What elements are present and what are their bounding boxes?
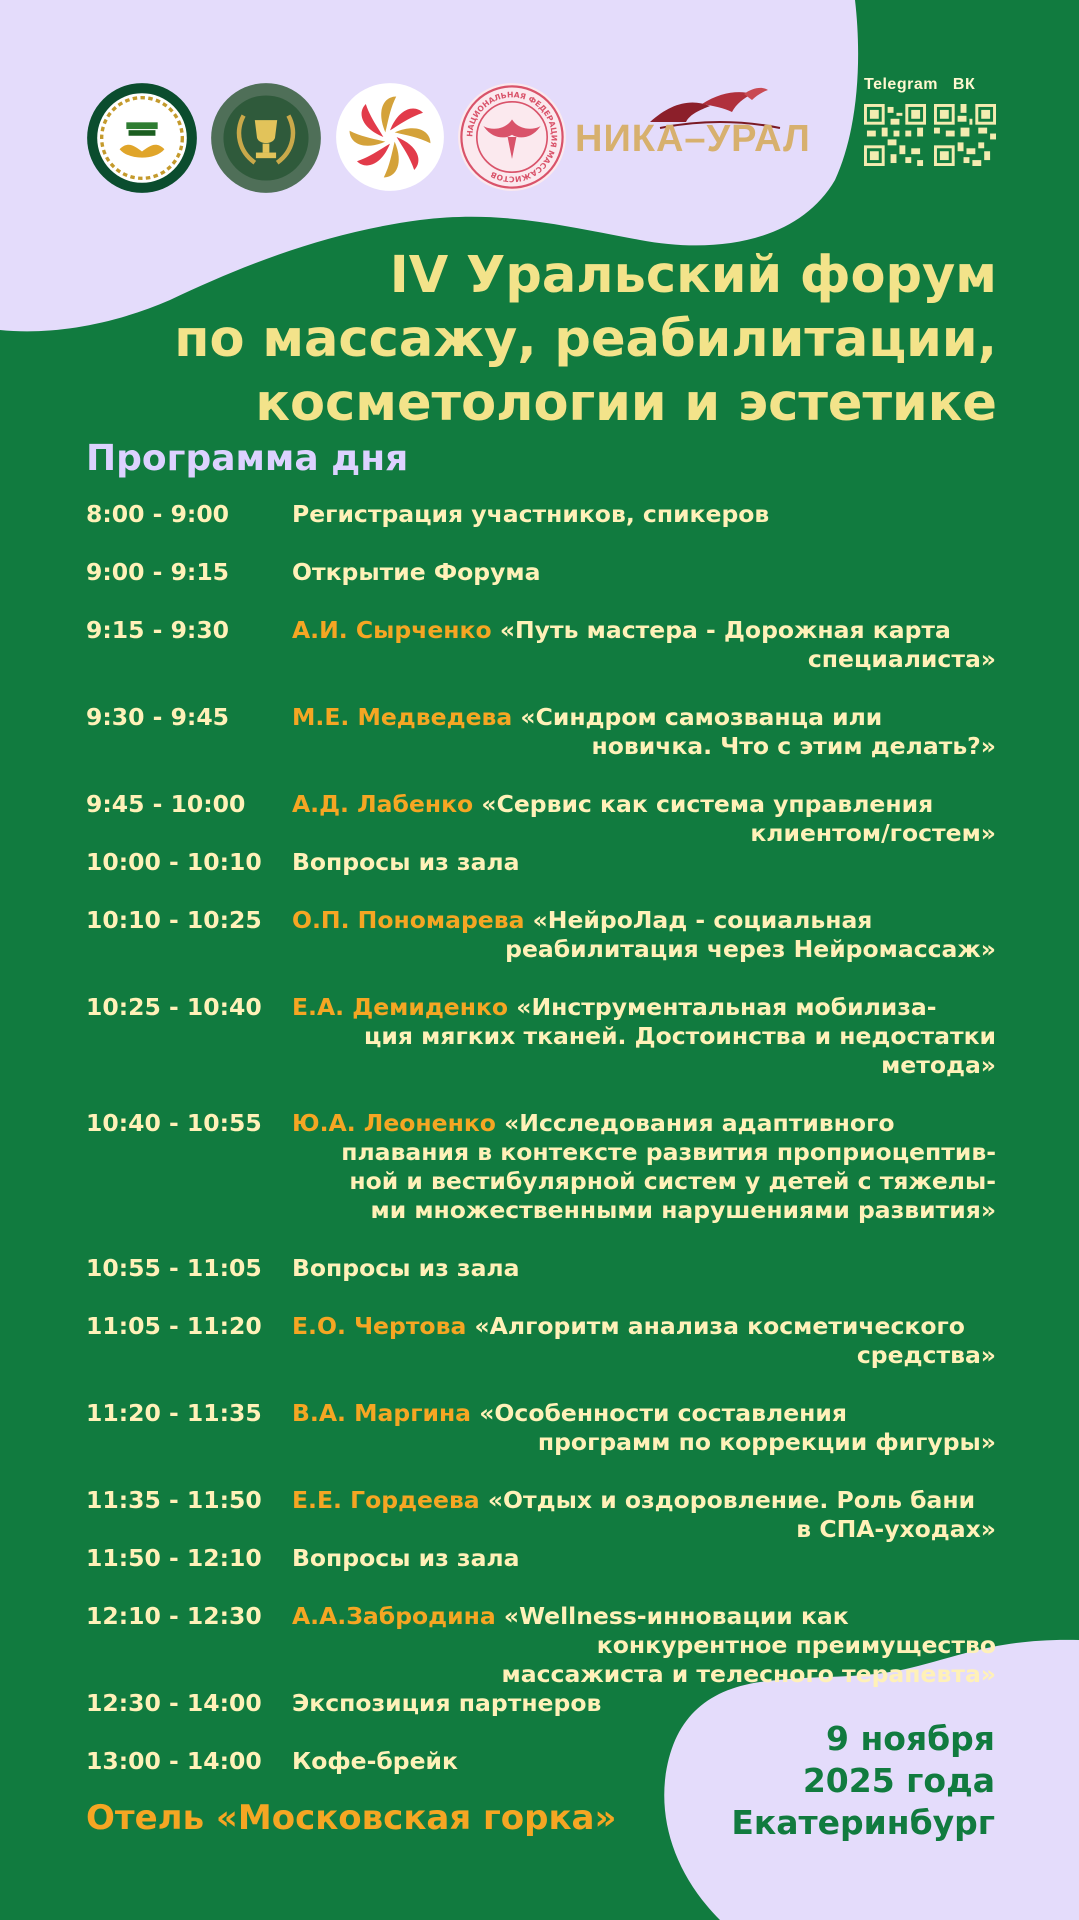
speaker-name: В.А. Маргина bbox=[292, 1399, 472, 1427]
talk-text: средства» bbox=[856, 1341, 996, 1369]
talk-text: плавания в контексте развития проприоцептив- bbox=[341, 1138, 996, 1166]
telegram-qr-code[interactable] bbox=[864, 104, 926, 166]
talk-text: Вопросы из зала bbox=[292, 1544, 520, 1572]
description-line bbox=[292, 1428, 996, 1457]
program-subtitle: Программа дня bbox=[86, 438, 409, 479]
venue-name: Отель «Московская горка» bbox=[86, 1798, 617, 1838]
talk-text: ми множественными нарушениями развития» bbox=[370, 1196, 996, 1224]
talk-text: «Сервис как система управления bbox=[481, 790, 934, 818]
talk-text: конкурентное преимущество bbox=[596, 1631, 996, 1659]
schedule-description bbox=[292, 1399, 996, 1457]
speaker-name: А.А.Забродина bbox=[292, 1602, 496, 1630]
description-line bbox=[292, 790, 996, 819]
schedule-time: 10:40 - 10:55 bbox=[86, 1109, 262, 1137]
description-line bbox=[292, 1051, 996, 1080]
talk-text: Кофе-брейк bbox=[292, 1747, 458, 1775]
title-line: по массажу, реабилитации, bbox=[174, 310, 997, 369]
description-line bbox=[292, 1022, 996, 1051]
schedule-time: 11:50 - 12:10 bbox=[86, 1544, 262, 1572]
description-line bbox=[292, 558, 996, 587]
talk-text: «Отдых и оздоровление. Роль бани bbox=[487, 1486, 976, 1514]
speaker-name: О.П. Пономарева bbox=[292, 906, 525, 934]
talk-text: клиентом/гостем» bbox=[750, 819, 996, 847]
sun-flower-icon bbox=[335, 82, 445, 192]
description-line bbox=[292, 703, 996, 732]
vk-label: ВК bbox=[952, 76, 976, 93]
speaker-name: Е.Е. Гордеева bbox=[292, 1486, 480, 1514]
talk-text: «Синдром самозванца или bbox=[520, 703, 883, 731]
description-line bbox=[292, 1109, 996, 1138]
qr-labels bbox=[864, 76, 985, 94]
schedule-time: 10:25 - 10:40 bbox=[86, 993, 262, 1021]
description-line bbox=[292, 1660, 996, 1689]
talk-text: «Алгоритм анализа косметического bbox=[474, 1312, 965, 1340]
schedule-time: 9:30 - 9:45 bbox=[86, 703, 230, 731]
description-line bbox=[292, 1138, 996, 1167]
description-line bbox=[292, 848, 996, 877]
schedule-time: 10:10 - 10:25 bbox=[86, 906, 262, 934]
schedule-description bbox=[292, 1544, 996, 1573]
telegram-label: Telegram bbox=[864, 76, 938, 93]
talk-text: метода» bbox=[881, 1051, 996, 1079]
speaker-name: А.Д. Лабенко bbox=[292, 790, 474, 818]
date-line: 9 ноября bbox=[826, 1719, 995, 1758]
description-line bbox=[292, 1486, 996, 1515]
description-line bbox=[292, 1544, 996, 1573]
schedule-description bbox=[292, 1254, 996, 1283]
description-line bbox=[292, 1515, 996, 1544]
schedule-description bbox=[292, 906, 996, 964]
talk-text: Вопросы из зала bbox=[292, 848, 520, 876]
schedule-description bbox=[292, 1312, 996, 1370]
description-line bbox=[292, 1167, 996, 1196]
talk-text: «НейроЛад - социальная bbox=[532, 906, 873, 934]
sun-flower-logo bbox=[335, 82, 445, 192]
schedule-time: 12:30 - 14:00 bbox=[86, 1689, 262, 1717]
title-line: косметологии и эстетике bbox=[255, 374, 997, 433]
description-line bbox=[292, 1341, 996, 1370]
schedule-description bbox=[292, 703, 996, 761]
schedule-time: 9:00 - 9:15 bbox=[86, 558, 230, 586]
speaker-name: М.Е. Медведева bbox=[292, 703, 513, 731]
talk-text: «Путь мастера - Дорожная карта bbox=[499, 616, 951, 644]
talk-text: ция мягких тканей. Достоинства и недостатки bbox=[364, 1022, 996, 1050]
talk-text: специалиста» bbox=[807, 645, 996, 673]
speaker-name: Е.А. Демиденко bbox=[292, 993, 509, 1021]
talk-text: «Инструментальная мобилиза- bbox=[516, 993, 937, 1021]
description-line bbox=[292, 1602, 996, 1631]
championship-badge-logo bbox=[86, 82, 198, 194]
description-line bbox=[292, 993, 996, 1022]
talk-text: «Особенности составления bbox=[479, 1399, 847, 1427]
schedule-description bbox=[292, 1689, 996, 1718]
speaker-name: А.И. Сырченко bbox=[292, 616, 492, 644]
talk-text: ной и вестибулярной систем у детей с тяжелы- bbox=[349, 1167, 996, 1195]
schedule-description bbox=[292, 616, 996, 674]
trophy-wreath-logo bbox=[210, 82, 322, 194]
speaker-name: Ю.А. Леоненко bbox=[292, 1109, 496, 1137]
vk-qr-code[interactable] bbox=[934, 104, 996, 166]
talk-text: массажиста и телесного терапевта» bbox=[501, 1660, 996, 1688]
schedule-time: 11:35 - 11:50 bbox=[86, 1486, 262, 1514]
speaker-name: Е.О. Чертова bbox=[292, 1312, 467, 1340]
trophy-wreath-icon bbox=[210, 82, 322, 194]
talk-text: Регистрация участников, спикеров bbox=[292, 500, 770, 528]
brand-name: НИКА–УРАЛ bbox=[575, 118, 811, 160]
description-line bbox=[292, 616, 996, 645]
schedule-description bbox=[292, 1602, 996, 1689]
description-line bbox=[292, 645, 996, 674]
description-line bbox=[292, 500, 996, 529]
title-line: IV Уральский форум bbox=[389, 246, 997, 305]
schedule-time: 11:05 - 11:20 bbox=[86, 1312, 262, 1340]
schedule-time: 13:00 - 14:00 bbox=[86, 1747, 262, 1775]
schedule-time: 12:10 - 12:30 bbox=[86, 1602, 262, 1630]
talk-text: Экспозиция партнеров bbox=[292, 1689, 602, 1717]
schedule-description bbox=[292, 500, 996, 529]
schedule-time: 8:00 - 9:00 bbox=[86, 500, 230, 528]
description-line bbox=[292, 935, 996, 964]
description-line bbox=[292, 1254, 996, 1283]
schedule-description bbox=[292, 558, 996, 587]
description-line bbox=[292, 732, 996, 761]
schedule-description bbox=[292, 993, 996, 1080]
federation-logo-text: НАЦИОНАЛЬНАЯ ФЕДЕРАЦИЯ МАССАЖИСТОВ bbox=[465, 90, 559, 184]
schedule-description bbox=[292, 848, 996, 877]
talk-text: Открытие Форума bbox=[292, 558, 541, 586]
forum-title bbox=[174, 244, 997, 436]
schedule-time: 11:20 - 11:35 bbox=[86, 1399, 262, 1427]
schedule-time: 9:15 - 9:30 bbox=[86, 616, 230, 644]
date-line: Екатеринбург bbox=[731, 1803, 995, 1842]
description-line bbox=[292, 1399, 996, 1428]
talk-text: реабилитация через Нейромассаж» bbox=[505, 935, 996, 963]
schedule-description bbox=[292, 1109, 996, 1225]
talk-text: «Исследования адаптивного bbox=[504, 1109, 895, 1137]
schedule-description bbox=[292, 1486, 996, 1544]
schedule-description bbox=[292, 790, 996, 848]
description-line bbox=[292, 1196, 996, 1225]
schedule-time: 10:00 - 10:10 bbox=[86, 848, 262, 876]
description-line bbox=[292, 1312, 996, 1341]
talk-text: программ по коррекции фигуры» bbox=[537, 1428, 996, 1456]
description-line bbox=[292, 906, 996, 935]
federation-logo bbox=[457, 82, 567, 192]
talk-text: Вопросы из зала bbox=[292, 1254, 520, 1282]
talk-text: новичка. Что с этим делать?» bbox=[591, 732, 996, 760]
event-date bbox=[731, 1718, 995, 1844]
talk-text: «Wellness-инновации как bbox=[503, 1602, 849, 1630]
date-line: 2025 года bbox=[802, 1761, 995, 1800]
schedule-time: 10:55 - 11:05 bbox=[86, 1254, 262, 1282]
description-line bbox=[292, 1689, 996, 1718]
championship-badge-icon bbox=[86, 82, 198, 194]
description-line bbox=[292, 819, 996, 848]
talk-text: в СПА-уходах» bbox=[796, 1515, 996, 1543]
federation-crane-icon bbox=[457, 82, 567, 192]
schedule-time: 9:45 - 10:00 bbox=[86, 790, 246, 818]
description-line bbox=[292, 1631, 996, 1660]
